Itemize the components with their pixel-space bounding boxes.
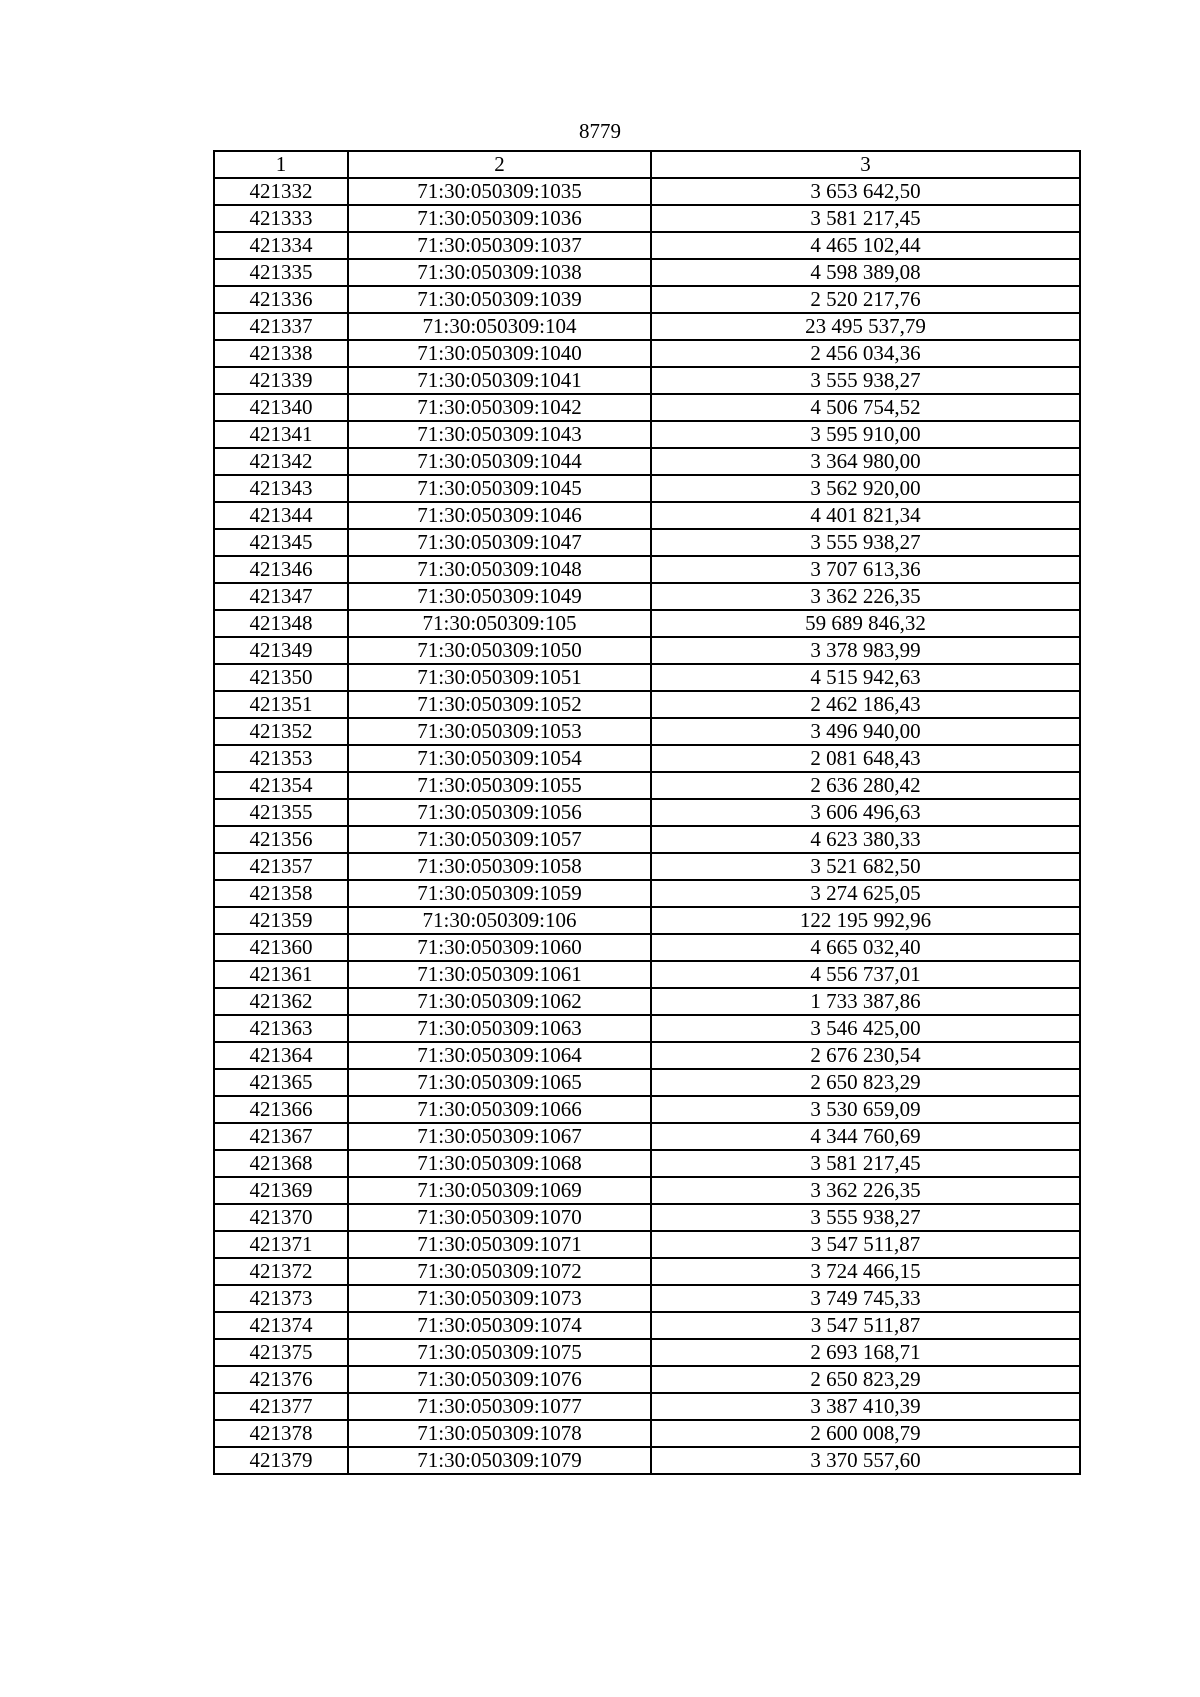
cadastral-number-cell: 71:30:050309:1073 (348, 1285, 651, 1312)
row-number-cell: 421367 (214, 1123, 348, 1150)
row-number-cell: 421334 (214, 232, 348, 259)
cadastral-number-cell: 71:30:050309:1053 (348, 718, 651, 745)
table-row (214, 826, 1080, 853)
cadastral-number-cell: 71:30:050309:1076 (348, 1366, 651, 1393)
cadastral-number-cell: 71:30:050309:1064 (348, 1042, 651, 1069)
cadastral-number-cell: 71:30:050309:1079 (348, 1447, 651, 1474)
cadastral-number-cell: 71:30:050309:1054 (348, 745, 651, 772)
table-row (214, 583, 1080, 610)
table-row (214, 340, 1080, 367)
value-cell: 3 749 745,33 (651, 1285, 1080, 1312)
value-cell: 122 195 992,96 (651, 907, 1080, 934)
value-cell: 3 606 496,63 (651, 799, 1080, 826)
cadastral-number-cell: 71:30:050309:1057 (348, 826, 651, 853)
table-row (214, 529, 1080, 556)
value-cell: 3 547 511,87 (651, 1231, 1080, 1258)
value-cell: 3 362 226,35 (651, 583, 1080, 610)
value-cell: 3 496 940,00 (651, 718, 1080, 745)
table-row (214, 556, 1080, 583)
table-row (214, 745, 1080, 772)
cadastral-number-cell: 71:30:050309:1048 (348, 556, 651, 583)
row-number-cell: 421350 (214, 664, 348, 691)
cadastral-number-cell: 71:30:050309:1044 (348, 448, 651, 475)
value-cell: 3 555 938,27 (651, 1204, 1080, 1231)
row-number-cell: 421354 (214, 772, 348, 799)
row-number-cell: 421376 (214, 1366, 348, 1393)
table-row (214, 1204, 1080, 1231)
table-row (214, 1393, 1080, 1420)
cadastral-number-cell: 71:30:050309:1041 (348, 367, 651, 394)
table-row (214, 907, 1080, 934)
cadastral-number-cell: 71:30:050309:1039 (348, 286, 651, 313)
row-number-cell: 421338 (214, 340, 348, 367)
cadastral-number-cell: 71:30:050309:105 (348, 610, 651, 637)
table-row (214, 1366, 1080, 1393)
value-cell: 2 456 034,36 (651, 340, 1080, 367)
table-row (214, 880, 1080, 907)
cadastral-number-cell: 71:30:050309:1051 (348, 664, 651, 691)
table-row (214, 178, 1080, 205)
table-row (214, 259, 1080, 286)
table-row (214, 1420, 1080, 1447)
cadastral-number-cell: 71:30:050309:1069 (348, 1177, 651, 1204)
table-row (214, 394, 1080, 421)
value-cell: 3 364 980,00 (651, 448, 1080, 475)
row-number-cell: 421346 (214, 556, 348, 583)
row-number-cell: 421365 (214, 1069, 348, 1096)
cadastral-number-cell: 71:30:050309:1042 (348, 394, 651, 421)
table-row (214, 1150, 1080, 1177)
row-number-cell: 421352 (214, 718, 348, 745)
table-header (214, 151, 1080, 178)
value-cell: 2 520 217,76 (651, 286, 1080, 313)
cadastral-number-cell: 71:30:050309:106 (348, 907, 651, 934)
row-number-cell: 421335 (214, 259, 348, 286)
table-row (214, 502, 1080, 529)
table-row (214, 1069, 1080, 1096)
row-number-cell: 421370 (214, 1204, 348, 1231)
row-number-cell: 421337 (214, 313, 348, 340)
value-cell: 4 515 942,63 (651, 664, 1080, 691)
cadastral-number-cell: 71:30:050309:1046 (348, 502, 651, 529)
value-cell: 3 707 613,36 (651, 556, 1080, 583)
cadastral-number-cell: 71:30:050309:1059 (348, 880, 651, 907)
row-number-cell: 421356 (214, 826, 348, 853)
value-cell: 3 555 938,27 (651, 367, 1080, 394)
value-cell: 3 595 910,00 (651, 421, 1080, 448)
value-cell: 2 636 280,42 (651, 772, 1080, 799)
row-number-cell: 421341 (214, 421, 348, 448)
row-number-cell: 421360 (214, 934, 348, 961)
value-cell: 4 665 032,40 (651, 934, 1080, 961)
row-number-cell: 421357 (214, 853, 348, 880)
row-number-cell: 421345 (214, 529, 348, 556)
table-row (214, 799, 1080, 826)
table-row (214, 1339, 1080, 1366)
cadastral-number-cell: 71:30:050309:1052 (348, 691, 651, 718)
table-row (214, 367, 1080, 394)
value-cell: 2 462 186,43 (651, 691, 1080, 718)
value-cell: 4 401 821,34 (651, 502, 1080, 529)
value-cell: 2 650 823,29 (651, 1366, 1080, 1393)
table-row (214, 1285, 1080, 1312)
cadastral-number-cell: 71:30:050309:1077 (348, 1393, 651, 1420)
table-row (214, 232, 1080, 259)
column-header-1: 1 (214, 151, 348, 178)
table-body (214, 178, 1080, 1474)
table-row (214, 1312, 1080, 1339)
value-cell: 3 724 466,15 (651, 1258, 1080, 1285)
table-row (214, 1123, 1080, 1150)
value-cell: 3 370 557,60 (651, 1447, 1080, 1474)
value-cell: 3 362 226,35 (651, 1177, 1080, 1204)
cadastral-number-cell: 71:30:050309:1068 (348, 1150, 651, 1177)
cadastral-number-cell: 71:30:050309:1038 (348, 259, 651, 286)
row-number-cell: 421343 (214, 475, 348, 502)
cadastral-number-cell: 71:30:050309:1045 (348, 475, 651, 502)
value-cell: 3 653 642,50 (651, 178, 1080, 205)
column-header-2: 2 (348, 151, 651, 178)
table-row (214, 205, 1080, 232)
row-number-cell: 421379 (214, 1447, 348, 1474)
row-number-cell: 421375 (214, 1339, 348, 1366)
cadastral-number-cell: 71:30:050309:1047 (348, 529, 651, 556)
value-cell: 3 581 217,45 (651, 1150, 1080, 1177)
value-cell: 2 650 823,29 (651, 1069, 1080, 1096)
row-number-cell: 421358 (214, 880, 348, 907)
row-number-cell: 421364 (214, 1042, 348, 1069)
cadastral-number-cell: 71:30:050309:104 (348, 313, 651, 340)
table-row (214, 475, 1080, 502)
value-cell: 59 689 846,32 (651, 610, 1080, 637)
value-cell: 2 081 648,43 (651, 745, 1080, 772)
cadastral-number-cell: 71:30:050309:1055 (348, 772, 651, 799)
table-row (214, 1258, 1080, 1285)
table-row (214, 313, 1080, 340)
row-number-cell: 421361 (214, 961, 348, 988)
row-number-cell: 421363 (214, 1015, 348, 1042)
value-cell: 4 465 102,44 (651, 232, 1080, 259)
table-row (214, 664, 1080, 691)
row-number-cell: 421368 (214, 1150, 348, 1177)
table-row (214, 610, 1080, 637)
table-row (214, 1177, 1080, 1204)
value-cell: 3 387 410,39 (651, 1393, 1080, 1420)
table-row (214, 988, 1080, 1015)
value-cell: 4 344 760,69 (651, 1123, 1080, 1150)
row-number-cell: 421332 (214, 178, 348, 205)
row-number-cell: 421333 (214, 205, 348, 232)
cadastral-number-cell: 71:30:050309:1074 (348, 1312, 651, 1339)
table-row (214, 691, 1080, 718)
row-number-cell: 421373 (214, 1285, 348, 1312)
row-number-cell: 421369 (214, 1177, 348, 1204)
row-number-cell: 421374 (214, 1312, 348, 1339)
table-row (214, 934, 1080, 961)
value-cell: 23 495 537,79 (651, 313, 1080, 340)
cadastral-number-cell: 71:30:050309:1075 (348, 1339, 651, 1366)
cadastral-number-cell: 71:30:050309:1035 (348, 178, 651, 205)
value-cell: 2 600 008,79 (651, 1420, 1080, 1447)
row-number-cell: 421355 (214, 799, 348, 826)
row-number-cell: 421339 (214, 367, 348, 394)
table-row (214, 853, 1080, 880)
cadastral-number-cell: 71:30:050309:1070 (348, 1204, 651, 1231)
value-cell: 4 598 389,08 (651, 259, 1080, 286)
table-row (214, 718, 1080, 745)
cadastral-number-cell: 71:30:050309:1067 (348, 1123, 651, 1150)
row-number-cell: 421359 (214, 907, 348, 934)
value-cell: 3 562 920,00 (651, 475, 1080, 502)
cadastral-number-cell: 71:30:050309:1058 (348, 853, 651, 880)
table-row (214, 448, 1080, 475)
cadastral-number-cell: 71:30:050309:1050 (348, 637, 651, 664)
cadastral-number-cell: 71:30:050309:1078 (348, 1420, 651, 1447)
cadastral-number-cell: 71:30:050309:1062 (348, 988, 651, 1015)
value-cell: 4 623 380,33 (651, 826, 1080, 853)
table-row (214, 421, 1080, 448)
table-row (214, 1447, 1080, 1474)
header-row (214, 151, 1080, 178)
row-number-cell: 421378 (214, 1420, 348, 1447)
value-cell: 3 274 625,05 (651, 880, 1080, 907)
row-number-cell: 421349 (214, 637, 348, 664)
row-number-cell: 421366 (214, 1096, 348, 1123)
value-cell: 3 581 217,45 (651, 205, 1080, 232)
table-row (214, 1231, 1080, 1258)
value-cell: 3 521 682,50 (651, 853, 1080, 880)
cadastral-number-cell: 71:30:050309:1049 (348, 583, 651, 610)
table-row (214, 637, 1080, 664)
cadastral-number-cell: 71:30:050309:1072 (348, 1258, 651, 1285)
row-number-cell: 421377 (214, 1393, 348, 1420)
value-cell: 2 676 230,54 (651, 1042, 1080, 1069)
value-cell: 1 733 387,86 (651, 988, 1080, 1015)
cadastral-number-cell: 71:30:050309:1065 (348, 1069, 651, 1096)
cadastral-number-cell: 71:30:050309:1063 (348, 1015, 651, 1042)
row-number-cell: 421347 (214, 583, 348, 610)
cadastral-number-cell: 71:30:050309:1036 (348, 205, 651, 232)
value-cell: 2 693 168,71 (651, 1339, 1080, 1366)
row-number-cell: 421371 (214, 1231, 348, 1258)
row-number-cell: 421340 (214, 394, 348, 421)
row-number-cell: 421351 (214, 691, 348, 718)
value-cell: 4 556 737,01 (651, 961, 1080, 988)
row-number-cell: 421353 (214, 745, 348, 772)
value-cell: 3 555 938,27 (651, 529, 1080, 556)
cadastral-number-cell: 71:30:050309:1071 (348, 1231, 651, 1258)
value-cell: 3 378 983,99 (651, 637, 1080, 664)
table-row (214, 772, 1080, 799)
value-cell: 3 530 659,09 (651, 1096, 1080, 1123)
cadastral-number-cell: 71:30:050309:1056 (348, 799, 651, 826)
table-row (214, 286, 1080, 313)
value-cell: 4 506 754,52 (651, 394, 1080, 421)
table-row (214, 1096, 1080, 1123)
cadastral-number-cell: 71:30:050309:1061 (348, 961, 651, 988)
row-number-cell: 421342 (214, 448, 348, 475)
value-cell: 3 547 511,87 (651, 1312, 1080, 1339)
cadastral-number-cell: 71:30:050309:1043 (348, 421, 651, 448)
cadastral-number-cell: 71:30:050309:1066 (348, 1096, 651, 1123)
cadastral-number-cell: 71:30:050309:1040 (348, 340, 651, 367)
row-number-cell: 421348 (214, 610, 348, 637)
row-number-cell: 421362 (214, 988, 348, 1015)
column-header-3: 3 (651, 151, 1080, 178)
row-number-cell: 421344 (214, 502, 348, 529)
table-row (214, 1042, 1080, 1069)
row-number-cell: 421372 (214, 1258, 348, 1285)
table-row (214, 1015, 1080, 1042)
cadastral-number-cell: 71:30:050309:1037 (348, 232, 651, 259)
table-row (214, 961, 1080, 988)
page-number: 8779 (579, 119, 621, 143)
cadastral-number-cell: 71:30:050309:1060 (348, 934, 651, 961)
row-number-cell: 421336 (214, 286, 348, 313)
register-table (213, 150, 1081, 1475)
value-cell: 3 546 425,00 (651, 1015, 1080, 1042)
